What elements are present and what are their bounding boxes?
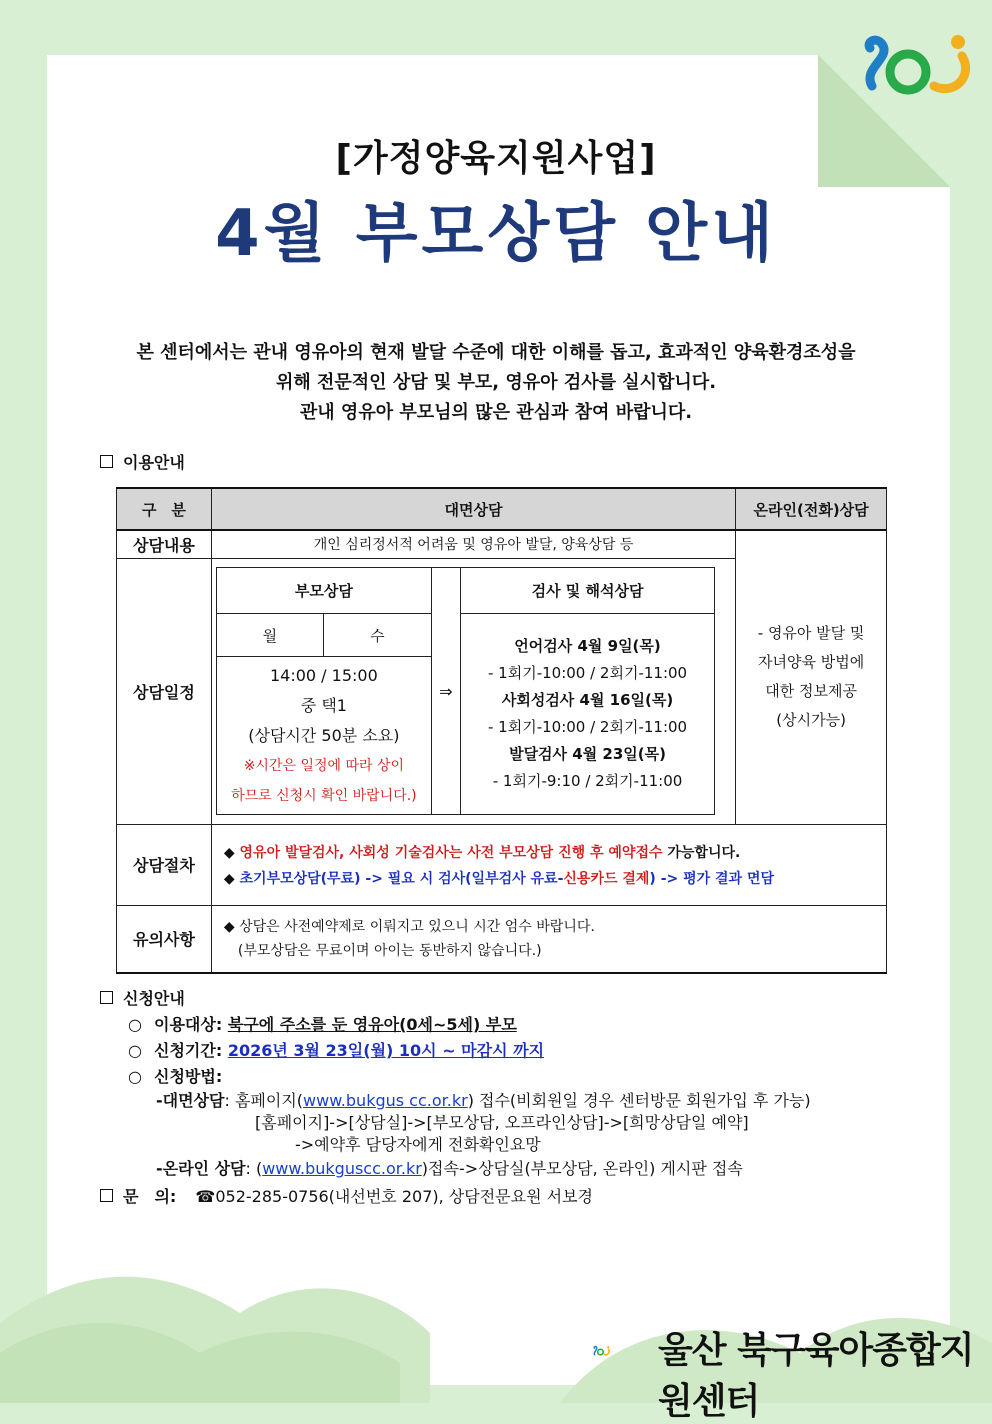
caution-text: 상담은 사전예약제로 이뤄지고 있으니 시간 엄수 바랍니다.	[239, 918, 595, 935]
caution-label: 유의사항	[117, 905, 212, 973]
intro-paragraph	[0, 338, 992, 428]
face-path-row: [홈페이지]->[상담실]->[부모상담, 오프라인상담]->[희망상담일 예약]	[255, 1113, 749, 1132]
circle-bullet-icon: ○	[128, 1067, 142, 1086]
contact-label: 문 의:	[123, 1187, 177, 1206]
checkbox-square-icon	[100, 991, 113, 1004]
procedure-label: 상담절차	[117, 824, 212, 905]
target-label: 이용대상:	[154, 1015, 223, 1034]
footer-logo-icon	[593, 1318, 663, 1384]
intro-line: 관내 영유아 부모님의 많은 관심과 참여 바랍니다.	[299, 402, 693, 423]
apply-heading-label: 신청안내	[123, 989, 185, 1008]
counsel-note: 하므로 신청시 확인 바랍니다.)	[231, 787, 417, 804]
target-value: 북구에 주소를 둔 영유아(0세~5세) 부모	[227, 1015, 517, 1034]
schedule-label: 상담일정	[117, 558, 212, 824]
caution-text: (부모상담은 무료이며 아이는 동반하지 않습니다.)	[237, 942, 542, 959]
intro-line: 위해 전문적인 상담 및 부모, 영유아 검사를 실시합니다.	[275, 372, 717, 393]
table-row	[117, 530, 887, 558]
usage-heading-label: 이용안내	[123, 453, 185, 472]
caution-item: ◆ 상담은 사전예약제로 이뤄지고 있으니 시간 엄수 바랍니다.	[223, 918, 595, 935]
apply-heading	[100, 986, 920, 1012]
period-value: 2026년 3월 23일(월) 10시 ~ 마감시 까지	[227, 1041, 545, 1060]
test-times: - 1회기-9:10 / 2회기-11:00	[492, 772, 683, 790]
content-label: 상담내용	[117, 530, 212, 558]
procedure-cell	[211, 824, 886, 905]
online-line: - 영유아 발달 및	[757, 624, 865, 643]
contact-value: ☎052-285-0756(내선번호 207), 상담전문요원 서보경	[195, 1187, 593, 1206]
method-label: 신청방법:	[154, 1067, 223, 1086]
intro-line: 본 센터에서는 관내 영유아의 현재 발달 수준에 대한 이해를 돕고, 효과적인 양육환경조성을	[136, 342, 856, 363]
schedule-inner-table	[216, 567, 715, 815]
center-logo-icon	[862, 28, 980, 104]
test-item: 발달검사 4월 23일(목)	[509, 745, 666, 763]
procedure-item: ◆ 초기부모상담(무료) -> 필요 시 검사(일부검사 유료-신용카드 결제) -> 평가 결과 면담	[223, 870, 775, 887]
parent-counsel-times	[216, 657, 431, 815]
face-method-text: : 홈페이지(	[224, 1091, 304, 1110]
procedure-text: ) -> 평가 결과 면담	[649, 870, 775, 887]
procedure-text: 영유아 발달검사, 사회성 기술검사는 사전 부모상담 진행 후 예약접수	[239, 844, 663, 861]
table-header-row	[117, 488, 887, 530]
header-category: 구 분	[117, 488, 212, 530]
face-method-label: -대면상담	[156, 1091, 225, 1110]
face-confirm-row: ->예약후 담당자에게 전화확인요망	[295, 1135, 541, 1154]
procedure-text: 초기부모상담(무료) -> 필요 시 검사(일부검사 유료-	[239, 870, 564, 887]
arrow-icon: ⇒	[431, 568, 460, 815]
method-row	[100, 1064, 920, 1090]
online-description	[736, 530, 887, 824]
schedule-cell	[211, 558, 735, 824]
usage-table	[116, 487, 887, 974]
test-item: 언어검사 4월 9일(목)	[514, 637, 661, 655]
checkbox-square-icon	[100, 455, 113, 468]
header-online-counsel: 온라인(전화)상담	[736, 488, 887, 530]
counsel-duration: (상담시간 50분 소요)	[248, 725, 400, 745]
header-face-counsel: 대면상담	[211, 488, 735, 530]
procedure-text: 신용카드 결제	[563, 870, 650, 887]
day-monday: 월	[216, 614, 323, 657]
online-line: 대한 정보제공	[765, 682, 857, 701]
online-method-label: -온라인 상담	[156, 1159, 246, 1178]
online-method-text: : (	[245, 1159, 263, 1178]
procedure-item: ◆ 영유아 발달검사, 사회성 기술검사는 사전 부모상담 진행 후 예약접수 가능합니다.	[223, 844, 741, 861]
online-line: (상시가능)	[776, 711, 846, 730]
homepage-link[interactable]: www.bukgus cc.or.kr	[303, 1091, 468, 1110]
caution-cell	[211, 905, 886, 973]
counsel-time: 14:00 / 15:00	[269, 665, 378, 685]
table-row	[117, 905, 887, 973]
circle-bullet-icon: ○	[128, 1015, 142, 1034]
counsel-choose: 중 택1	[300, 695, 347, 715]
org-name: 울산 북구육아종합지원센터	[658, 1330, 974, 1422]
usage-heading	[100, 450, 185, 473]
online-line: 자녀양육 방법에	[758, 653, 865, 672]
sub-title: [가정양육지원사업]	[335, 138, 657, 179]
online-homepage-link[interactable]: www.bukguscc.or.kr	[262, 1159, 422, 1178]
contact-row	[100, 1182, 920, 1212]
page-title: 4월 부모상담 안내	[215, 197, 777, 271]
counsel-note: ※시간은 일정에 따라 상이	[243, 757, 405, 774]
checkbox-square-icon	[100, 1189, 113, 1202]
apply-section	[100, 986, 920, 1212]
period-label: 신청기간:	[154, 1041, 223, 1060]
test-schedule	[460, 614, 714, 815]
test-title: 검사 및 해석상담	[460, 568, 714, 614]
period-row	[100, 1038, 920, 1064]
face-method-text: ) 접수(비회원일 경우 센터방문 회원가입 후 가능)	[467, 1091, 811, 1110]
parent-counsel-title: 부모상담	[216, 568, 431, 614]
test-times: - 1회기-10:00 / 2회기-11:00	[487, 664, 688, 682]
face-method-row	[100, 1090, 920, 1112]
target-row	[100, 1012, 920, 1038]
day-wednesday: 수	[323, 614, 431, 657]
content-value: 개인 심리정서적 어려움 및 영유아 발달, 양육상담 등	[211, 530, 735, 558]
table-row	[117, 824, 887, 905]
test-times: - 1회기-10:00 / 2회기-11:00	[487, 718, 688, 736]
circle-bullet-icon: ○	[128, 1041, 142, 1060]
online-method-row	[100, 1156, 920, 1182]
online-method-text: )접속->상담실(부모상담, 온라인) 게시판 접속	[421, 1159, 743, 1178]
test-item: 사회성검사 4월 16일(목)	[501, 691, 674, 709]
procedure-text: 가능합니다.	[662, 844, 741, 861]
